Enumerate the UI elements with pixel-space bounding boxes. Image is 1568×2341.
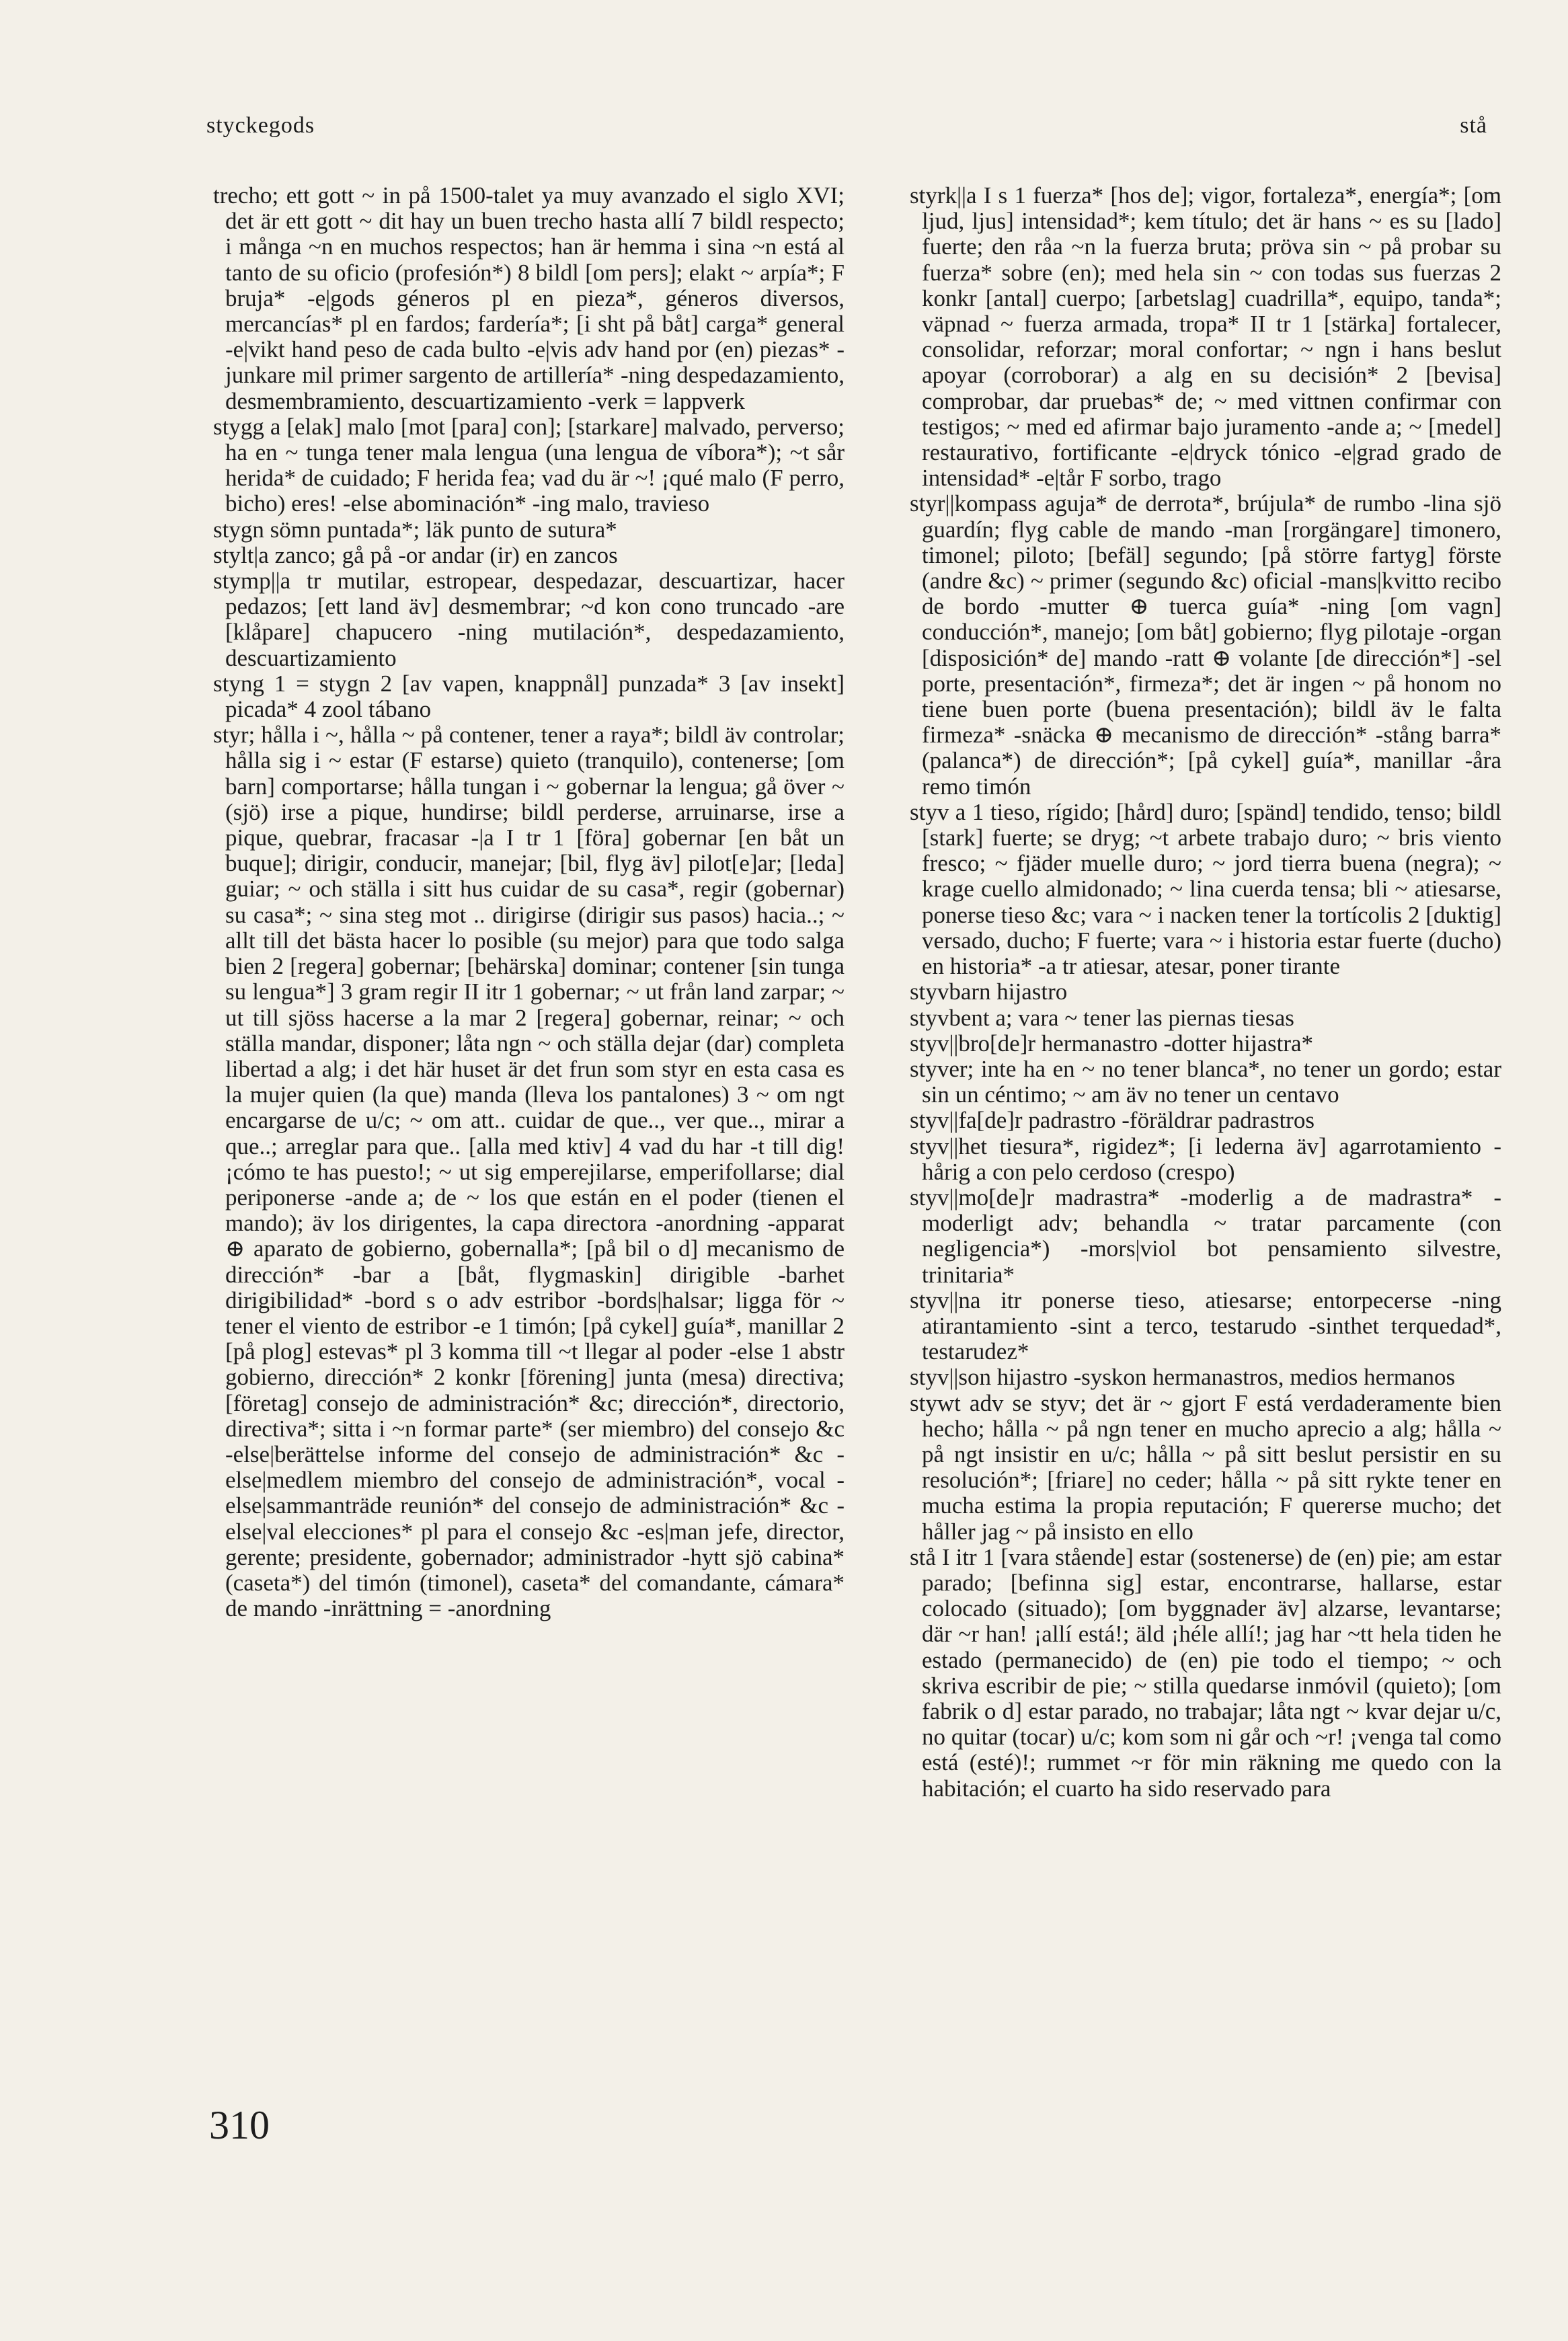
page-number: 310 [209,2103,270,2147]
dictionary-entry: styr; hålla i ~, hålla ~ på contener, tener a raya*; bildl äv controlar; hålla sig i ~ estar (F estarse) quieto (tranquilo), contenerse; [om barn] comportarse; hålla tungan i ~ gobernar la lengua; gå över ~ (sjö) irse a pique, hundirse; bildl perderse, arruinarse, irse a pique, quebrar, fracasar -|a I tr 1 [föra] gobernar [en båt un buque]; dirigir, conducir, manejar; [bil, flyg äv] pilot[e]ar; [leda] guiar; ~ och ställa i sitt hus cuidar de su casa*, regir (gobernar) su casa*; ~ sina steg mot .. dirigirse (dirigir sus pasos) hacia..; ~ allt till det bästa hacer lo posible (su mejor) para que todo salga bien 2 [regera] gobernar; [behärska] dominar; contener [sin tunga su lengua*] 3 gram regir II itr 1 gobernar; ~ ut från land zarpar; ~ ut till sjöss hacerse a la mar 2 [regera] gobernar, reinar; ~ och ställa mandar, disponer; låta ngn ~ och ställa dejar (dar) completa libertad a alg; i det här huset är det frun som styr en esta casa es la mujer quien (la que) manda (lleva los pantalones) 3 ~ om ngt encargarse de u/c; ~ om att.. cuidar de que.., ver que.., mirar a que..; arreglar para que.. [alla med ktiv] 4 vad du har -t till dig! ¡cómo te has puesto!; ~ ut sig emperejilarse, emperifollarse; dial periponerse -ande a; de ~ los que están en el poder (tienen el mando); äv los dirigentes, la capa directora -anordning -apparat ⊕ aparato de gobierno, gobernalla*; [på bil o d] mecanismo de dirección* -bar a [båt, flygmaskin] dirigible -barhet dirigibilidad* -bord s o adv estribor -bords|halsar; ligga för ~ tener el viento de estribor -e 1 timón; [på cykel] guía*, manillar 2 [på plog] estevas* pl 3 komma till ~t llegar al poder -else 1 abstr gobierno, dirección* 2 konkr [förening] junta (mesa) directiva; [företag] consejo de administración* &c; dirección*, directorio, directiva*; sitta i ~n formar parte* (ser miembro) del consejo &c -else|berättelse informe del consejo de administración* &c -else|medlem miembro del consejo de administración*, vocal -else|sammanträde reunión* del consejo de administración* &c -else|val elecciones* pl para el consejo &c -es|man jefe, director, gerente; presidente, gobernador; administrador -hytt sjö cabina* (caseta*) del timón (timonel), caseta* del comandante, cámara* de mando -inrättning = -anordning [213,722,845,1622]
dictionary-entry: stylt|a zanco; gå på -or andar (ir) en zancos [213,541,618,568]
dictionary-entry: stygn sömn puntada*; läk punto de sutura* [213,516,617,543]
dictionary-entry: styv||bro[de]r hermanastro -dotter hijastra* [910,1030,1314,1057]
dictionary-entry: styvbarn hijastro [910,978,1068,1005]
dictionary-entry: stygg a [elak] malo [mot [para] con]; [starkare] malvado, perverso; ha en ~ tunga tener mala lengua (una lengua de víbora*); ~t sår herida* de cuidado; F herida fea; vad du är ~! ¡qué malo (F perro, bicho) eres! -else abominación* -ing malo, travieso [213,413,845,517]
running-head-right: stå [1460,113,1487,138]
left-column [213,183,845,2083]
right-column [910,183,1501,2204]
dictionary-entry: styv a 1 tieso, rígido; [hård] duro; [spänd] tendido, tenso; bildl [stark] fuerte; se dryg; ~t arbete trabajo duro; ~ bris viento fresco; ~ fjäder muelle duro; ~ jord tierra buena (negra); ~ krage cuello almidonado; ~ lina cuerda tensa; bli ~ atiesarse, ponerse tieso &c; vara ~ i nacken tener la tortícolis 2 [duktig] versado, ducho; F fuerte; vara ~ i historia estar fuerte (ducho) en historia* -a tr atiesar, atesar, poner tirante [910,798,1501,980]
dictionary-entry: styv||mo[de]r madrastra* -moderlig a de madrastra* -moderligt adv; behandla ~ tratar parcamente (con negligencia*) -mors|viol bot pensamiento silvestre, trinitaria* [910,1184,1501,1288]
dictionary-entry: stywt adv se styv; det är ~ gjort F está verdaderamente bien hecho; hålla ~ på ngn tener en mucho aprecio a alg; hålla ~ på ngt insistir en u/c; hålla ~ på sitt beslut persistir en su resolución*; [friare] no ceder; hålla ~ på sitt rykte tener en mucha estima la propia reputación; F quererse mucho; det håller jag ~ på insisto en ello [910,1389,1501,1545]
dictionary-entry: styver; inte ha en ~ no tener blanca*, no tener un gordo; estar sin un céntimo; ~ am äv no tener un centavo [910,1055,1501,1108]
dictionary-entry: styng 1 = stygn 2 [av vapen, knappnål] punzada* 3 [av insekt] picada* 4 zool tábano [213,670,845,723]
dictionary-entry: styvbent a; vara ~ tener las piernas tiesas [910,1004,1294,1031]
dictionary-entry: styv||het tiesura*, rigidez*; [i lederna äv] agarrotamiento -hårig a con pelo cerdoso (crespo) [910,1133,1501,1185]
dictionary-entry: styrk||a I s 1 fuerza* [hos de]; vigor, fortaleza*, energía*; [om ljud, ljus] intensidad*; kem título; det är hans ~ es su [lado] fuerte; den råa ~n la fuerza bruta; pröva sin ~ på probar su fuerza* sobre (en); med hela sin ~ con todas sus fuerzas 2 konkr [antal] cuerpo; [arbetslag] cuadrilla*, equipo, tanda*; väpnad ~ fuerza armada, tropa* II tr 1 [stärka] fortalecer, consolidar, reforzar; moral confortar; ~ ngn i hans beslut apoyar (corroborar) a alg en su decisión* 2 [bevisa] comprobar, dar pruebas* de; ~ med vittnen confirmar con testigos; ~ med ed afirmar bajo juramento -ande a; ~ [medel] restaurativo, fortificante -e|dryck tónico -e|grad grado de intensidad* -e|tår F sorbo, trago [910,183,1501,492]
running-head-left: styckegods [206,113,315,138]
dictionary-entry: styr||kompass aguja* de derrota*, brújula* de rumbo -lina sjö guardín; flyg cable de mando -man [rorgängare] timonero, timonel; piloto; [befäl] segundo; [på större fartyg] förste (andre &c) ~ primer (segundo &c) oficial -mans|kvitto recibo de bordo -mutter ⊕ tuerca guía* -ning [om vagn] conducción*, manejo; [om båt] gobierno; flyg pilotaje -organ [disposición* de] mando -ratt ⊕ volante [de dirección*] -sel porte, presentación*, firmeza*; det är ingen ~ på honom no tiene buen porte (buena presentación); bildl äv le falta firmeza* -snäcka ⊕ mecanismo de dirección* -stång barra* (palanca*) de dirección*; [på cykel] guía*, manillar -åra remo timón [910,490,1501,800]
dictionary-entry: trecho; ett gott ~ in på 1500-talet ya muy avanzado el siglo XVI; det är ett gott ~ dit hay un buen trecho hasta allí 7 bildl respecto; i många ~n en muchos respectos; han är hemma i sina ~n está al tanto de su oficio (profesión*) 8 bildl [om pers]; elakt ~ arpía*; F bruja* -e|gods géneros pl en pieza*, géneros diversos, mercancías* pl en fardos; fardería*; [i sht på båt] carga* general -e|vikt hand peso de cada bulto -e|vis adv hand por (en) piezas* -junkare mil primer sargento de artillería* -ning despedazamiento, desmembramiento, descuartizamiento -verk = lappverk [213,183,845,414]
dictionary-entry: styv||son hijastro -syskon hermanastros, medios hermanos [910,1364,1456,1391]
dictionary-entry: stå I itr 1 [vara stående] estar (sostenerse) de (en) pie; am estar parado; [befinna sig] estar, encontrarse, hallarse, estar colocado (situado); [om byggnader äv] alzarse, levantarse; där ~r han! ¡allí está!; äld ¡héle allí!; jag har ~tt hela tiden he estado (permanecido) de (en) pie todo el tiempo; ~ och skriva escribir de pie; ~ stilla quedarse inmóvil (quieto); [om fabrik o d] estar parado, no trabajar; låta ngt ~ kvar dejar u/c, no quitar (tocar) u/c; kom som ni går och ~r! ¡venga tal como está (esté)!; rummet ~r för min räkning me quedo con la habitación; el cuarto ha sido reservado para [910,1543,1501,1802]
dictionary-entry: stymp||a tr mutilar, estropear, despedazar, descuartizar, hacer pedazos; [ett land äv] desmembrar; ~d kon cono truncado -are [klåpare] chapucero -ning mutilación*, despedazamiento, descuartizamiento [213,568,845,671]
dictionary-entry: styv||fa[de]r padrastro -föräldrar padrastros [910,1107,1315,1134]
dictionary-entry: styv||na itr ponerse tieso, atiesarse; entorpecerse -ning atirantamiento -sint a terco, testarudo -sinthet terquedad*, testarudez* [910,1287,1501,1365]
